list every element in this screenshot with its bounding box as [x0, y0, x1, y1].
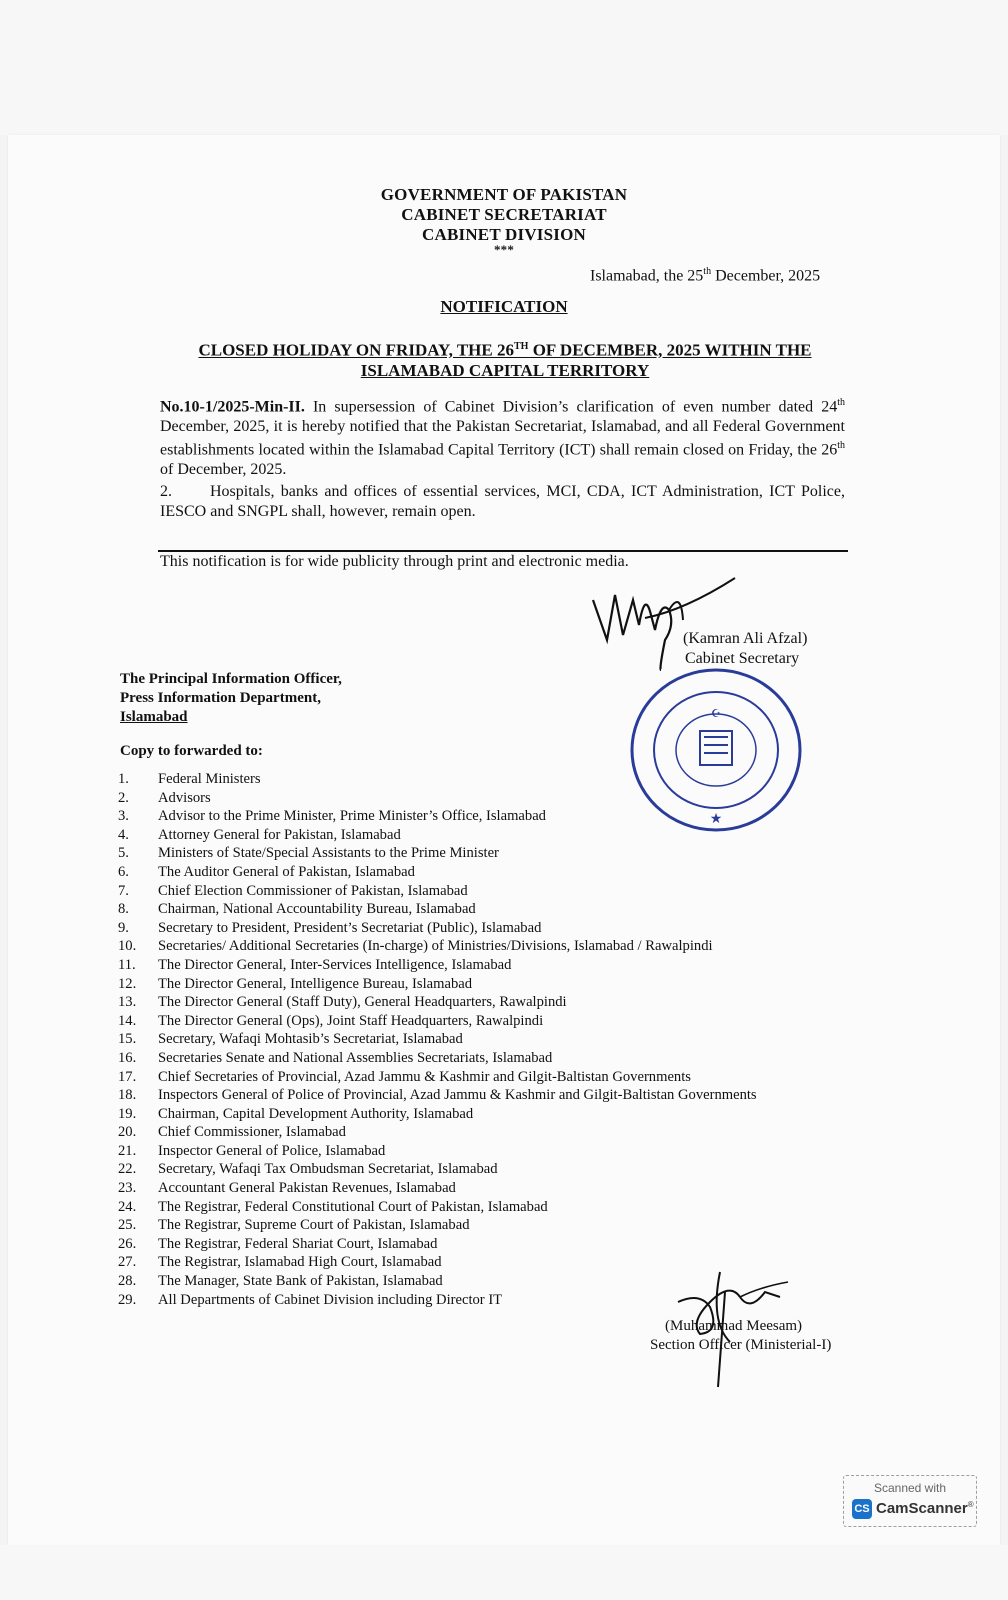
svg-text:★: ★	[709, 811, 723, 827]
camscanner-logo-icon: CS	[852, 1499, 872, 1519]
list-item: 26. The Registrar, Federal Shariat Court, Islamabad	[118, 1235, 438, 1252]
list-item: 25. The Registrar, Supreme Court of Pakistan, Islamabad	[118, 1217, 470, 1234]
list-item: 6. The Auditor General of Pakistan, Islamabad	[118, 863, 415, 880]
list-item: 20. Chief Commissioner, Islamabad	[118, 1124, 346, 1141]
addressee	[120, 670, 342, 727]
paragraph-1: No.10-1/2025-Min-II. In supersession of Cabinet Division’s clarification of even number dated 24th December, 2025, it is hereby notified that the Pakistan Secretariat, Islamabad, and all Federal Government establishments located within the Islamabad Capital Territory (ICT) shall remain closed on Friday, the 26th of December, 2025.	[160, 397, 845, 479]
list-item: 10. Secretaries/ Additional Secretaries (In-charge) of Ministries/Divisions, Islamabad / Rawalpindi	[118, 938, 713, 955]
issue-date: Islamabad, the 25th December, 2025	[590, 266, 821, 285]
svg-text:☪: ☪	[711, 707, 721, 720]
list-item: 19. Chairman, Capital Development Authority, Islamabad	[118, 1105, 474, 1122]
list-item: 27. The Registrar, Islamabad High Court, Islamabad	[118, 1254, 442, 1271]
signatory-2-name: (Muhammad Meesam)	[665, 1318, 803, 1334]
notification-subject: CLOSED HOLIDAY ON FRIDAY, THE 26TH OF DECEMBER, 2025 WITHIN THE ISLAMABAD CAPITAL TERRITORY	[198, 340, 812, 380]
list-item: 15. Secretary, Wafaqi Mohtasib’s Secretariat, Islamabad	[118, 1031, 463, 1048]
page-background-bottom	[0, 1545, 1008, 1600]
list-item: 28. The Manager, State Bank of Pakistan, Islamabad	[118, 1273, 443, 1290]
reference-number: No.10-1/2025-Min-II.	[160, 398, 305, 416]
list-item: 5. Ministers of State/Special Assistants to the Prime Minister	[118, 845, 499, 862]
list-item: 16. Secretaries Senate and National Assemblies Secretariats, Islamabad	[118, 1049, 553, 1066]
list-item: 18. Inspectors General of Police of Provincial, Azad Jammu & Kashmir and Gilgit-Baltistan Governments	[118, 1087, 757, 1104]
header-division: CABINET DIVISION	[422, 225, 586, 244]
list-item: 13. The Director General (Staff Duty), General Headquarters, Rawalpindi	[118, 994, 567, 1011]
list-item: 2. Advisors	[118, 789, 211, 806]
list-item: 14. The Director General (Ops), Joint Staff Headquarters, Rawalpindi	[118, 1012, 544, 1029]
publicity-note: This notification is for wide publicity through print and electronic media.	[160, 553, 629, 570]
divider-line	[158, 550, 848, 552]
signatory-1-name: (Kamran Ali Afzal)	[683, 630, 808, 647]
list-item: 23. Accountant General Pakistan Revenues, Islamabad	[118, 1180, 456, 1197]
list-item: 11. The Director General, Inter-Services Intelligence, Islamabad	[118, 956, 512, 973]
addressee-line-1: The Principal Information Officer,	[120, 671, 342, 687]
list-item: 21. Inspector General of Police, Islamabad	[118, 1142, 386, 1159]
list-item: 9. Secretary to President, President’s Secretariat (Public), Islamabad	[118, 919, 542, 936]
header-secretariat: CABINET SECRETARIAT	[401, 205, 607, 224]
addressee-line-2: Press Information Department,	[120, 690, 321, 706]
distribution-list	[118, 770, 757, 1309]
header-stars: ***	[493, 242, 515, 257]
scanned-with-label: Scanned with	[873, 1481, 947, 1495]
list-item: 29. All Departments of Cabinet Division including Director IT	[118, 1291, 503, 1308]
list-item: 8. Chairman, National Accountability Bureau, Islamabad	[118, 901, 476, 918]
camscanner-watermark	[843, 1475, 977, 1527]
signatory-2-title: Section Officer (Ministerial-I)	[650, 1337, 832, 1353]
list-item: 3. Advisor to the Prime Minister, Prime Minister’s Office, Islamabad	[118, 808, 546, 825]
signatory-1-title: Cabinet Secretary	[685, 650, 800, 667]
list-item: 12. The Director General, Intelligence Bureau, Islamabad	[118, 975, 473, 992]
list-item: 24. The Registrar, Federal Constitutional Court of Pakistan, Islamabad	[118, 1198, 548, 1215]
page-background-top	[0, 0, 1008, 135]
camscanner-brand: CamScanner®	[876, 1500, 974, 1517]
list-item: 1. Federal Ministers	[118, 771, 261, 787]
list-item: 4. Attorney General for Pakistan, Islamabad	[118, 826, 401, 843]
notification-title: NOTIFICATION	[440, 297, 568, 316]
list-item: 17. Chief Secretaries of Provincial, Azad Jammu & Kashmir and Gilgit-Baltistan Governments	[118, 1068, 691, 1085]
list-item: 22. Secretary, Wafaqi Tax Ombudsman Secretariat, Islamabad	[118, 1161, 498, 1178]
addressee-line-3: Islamabad	[120, 709, 188, 725]
list-item: 7. Chief Election Commissioner of Pakistan, Islamabad	[118, 882, 468, 899]
paragraph-2: 2. Hospitals, banks and offices of essential services, MCI, CDA, ICT Administration, ICT Police, IESCO and SNGPL shall, however, remain open.	[160, 483, 845, 520]
copy-heading: Copy to forwarded to:	[120, 743, 263, 759]
header-government: GOVERNMENT OF PAKISTAN	[380, 185, 628, 204]
